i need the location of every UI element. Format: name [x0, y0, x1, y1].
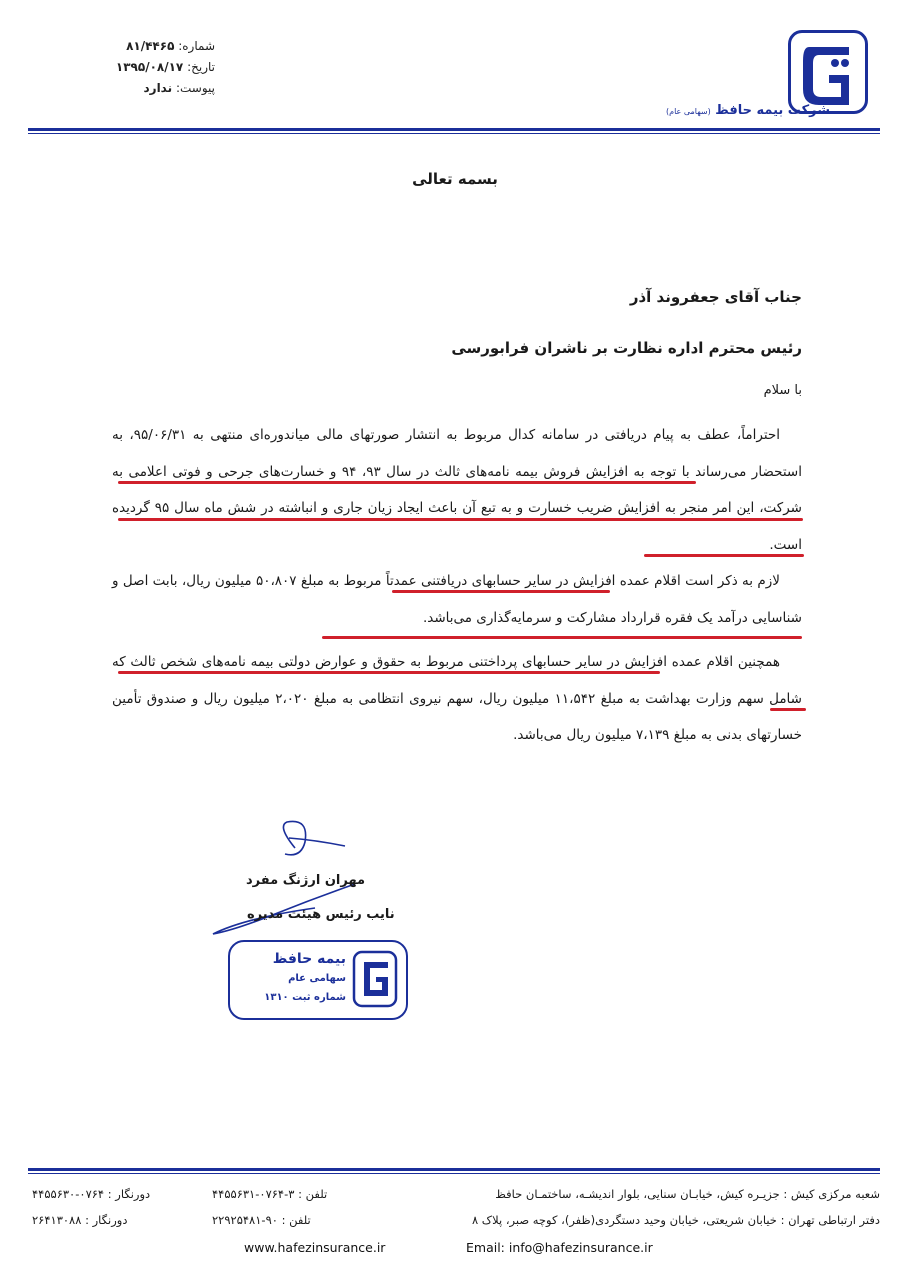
tehran-phone: تلفن : ۹۰-۲۲۹۲۵۴۸۱ — [212, 1213, 311, 1227]
highlight-underline — [644, 554, 804, 557]
company-name: شرکت بیمه حافظ (سهامی عام) — [666, 103, 830, 118]
company-logo — [788, 30, 868, 114]
kish-address: شعبه مرکزی کیش : جزیـره کیش، خیابـان سنایی، بلوار اندیشـه، ساختمـان حافظ — [495, 1187, 880, 1201]
letter-opening: بسمه تعالی — [412, 170, 498, 188]
paragraph-2: لازم به ذکر است اقلام عمده افزایش در سایر حسابهای دریافتنی عمدتاً مربوط به مبلغ ۵۰،۸۰۷ میلیون ریال، بابت اصل و شناسایی درآمد یک فقره قرارداد مشارکت و سرمایه‌گذاری می‌باشد. — [112, 573, 802, 626]
stamp-logo-icon — [352, 950, 398, 1008]
tehran-address: دفتر ارتباطی تهران : خیابان شریعتی، خیابان وحید دستگردی(ظفر)، کوچه صبر، پلاک ۸ — [471, 1213, 880, 1227]
header-divider-thin — [28, 133, 880, 134]
recipient-name: جناب آقای جعفروند آذر — [629, 288, 802, 306]
footer-divider-thin — [28, 1173, 880, 1174]
greeting: با سلام — [763, 383, 802, 398]
highlight-underline — [118, 481, 696, 484]
stamp-text: بیمه حافظ سهامی عام شماره ثبت ۱۳۱۰ — [264, 951, 346, 1003]
letter-date: تاریخ: ۱۳۹۵/۰۸/۱۷ — [115, 60, 215, 74]
tehran-fax: دورنگار : ۲۶۴۱۳۰۸۸ — [32, 1213, 128, 1227]
header-divider — [28, 128, 880, 131]
highlight-underline — [770, 708, 806, 711]
hafez-logo-icon — [791, 33, 865, 111]
signatory-name: مهران ارژنگ مفرد — [246, 873, 366, 888]
highlight-underline — [118, 671, 660, 674]
highlight-underline — [392, 590, 610, 593]
highlight-underline — [118, 518, 803, 521]
signatory-role: نایب رئیس هیئت مدیره — [247, 907, 395, 922]
footer-divider — [28, 1168, 880, 1171]
letter-meta — [95, 36, 215, 99]
paragraph-1: احتراماً، عطف به پیام دریافتی در سامانه کدال مربوط به انتشار صورتهای مالی میاندوره‌ای منتهی به ۹۵/۰۶/۳۱، به استحضار می‌رساند با توجه به افزایش فروش بیمه نامه‌های ثالث در سال ۹۳، ۹۴ و خسارت‌های جرحی و فوتی اعلامی به شرکت، این امر منجر به افزایش ضریب خسارت و به تبع آن باعث ایجاد زیان جاری و انباشته در شش ماه سال ۹۵ گردیده است. — [112, 427, 802, 553]
highlight-underline — [322, 636, 802, 639]
paragraph-3: همچنین اقلام عمده افزایش در سایر حسابهای پرداختنی مربوط به حقوق و عوارض دولتی بیمه نامه‌های شخص ثالث که شامل سهم وزارت بهداشت به مبلغ ۱۱،۵۴۲ میلیون ریال، سهم نیروی انتظامی به مبلغ ۲،۰۲۰ میلیون ریال و صندوق تأمین خسارتهای بدنی به مبلغ ۷،۱۳۹ میلیون ریال می‌باشد. — [112, 654, 802, 743]
recipient-title: رئیس محترم اداره نظارت بر ناشران فرابورسی — [451, 339, 802, 357]
kish-fax: دورنگار : ۰۷۶۴-۴۴۵۵۶۳۰ — [32, 1187, 151, 1201]
letter-attachment: پیوست: ندارد — [143, 81, 215, 95]
company-stamp — [228, 940, 408, 1020]
email-link[interactable]: Email: info@hafezinsurance.ir — [466, 1240, 653, 1255]
website-link[interactable]: www.hafezinsurance.ir — [244, 1240, 386, 1255]
letter-number: شماره: ۸۱/۴۴۶۵ — [126, 39, 215, 53]
kish-phone: تلفن : ۳-۰۷۶۴-۴۴۵۵۶۳۱ — [212, 1187, 328, 1201]
